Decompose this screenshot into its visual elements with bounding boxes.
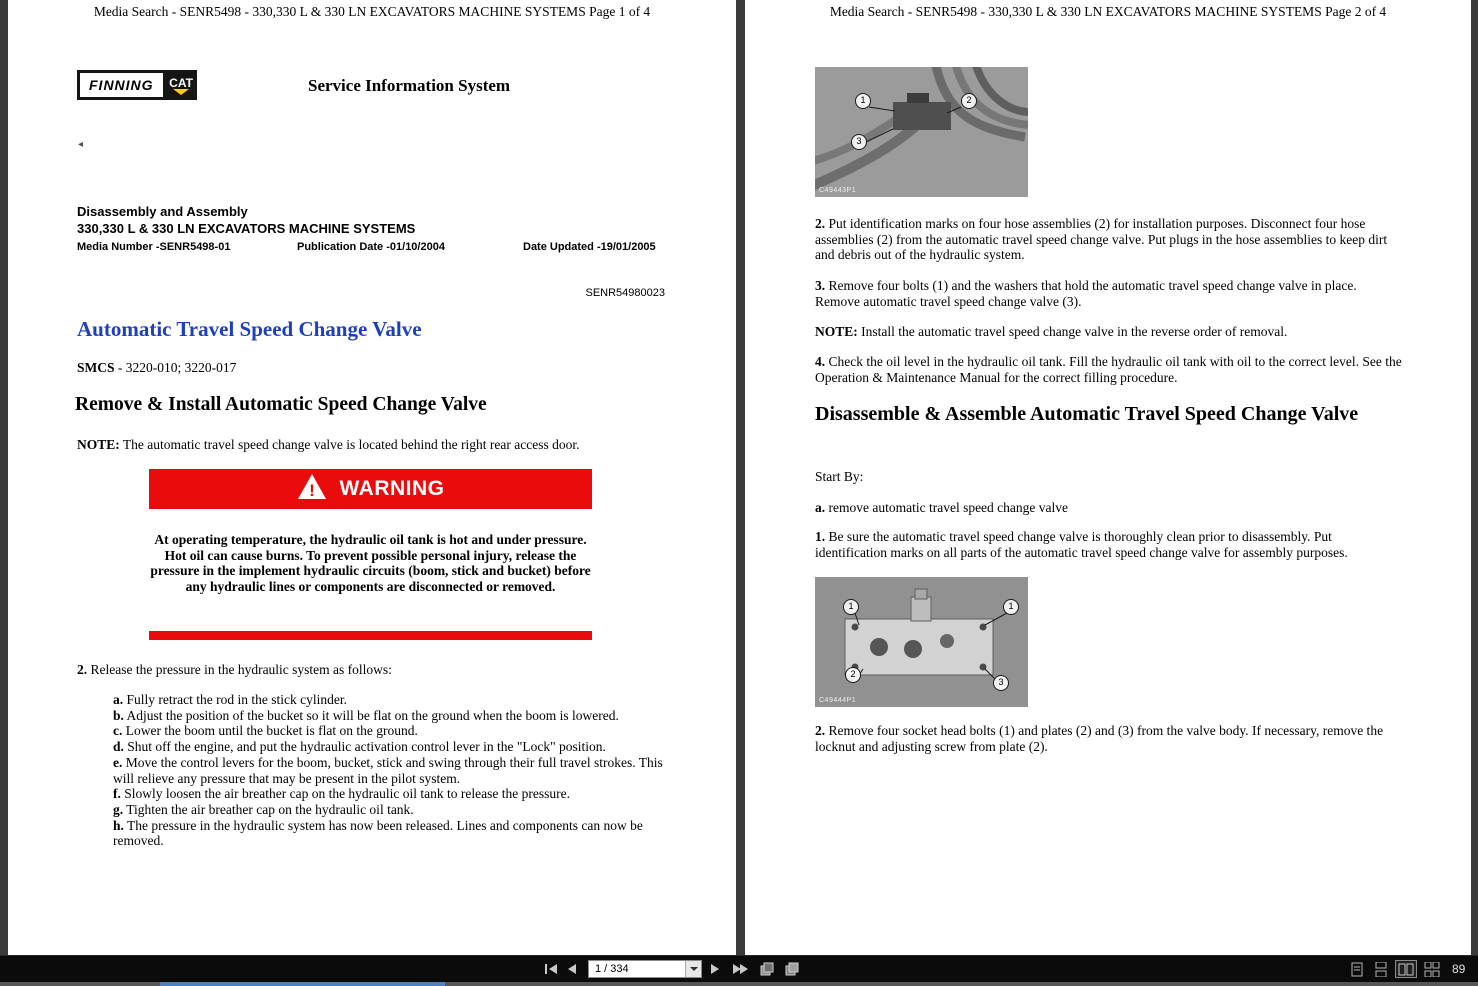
photo1-callout-3: 3	[851, 134, 867, 150]
doc-code: SENR54980023	[585, 287, 665, 299]
page-select-dropdown[interactable]	[685, 961, 701, 977]
p2-step-1-text: Be sure the automatic travel speed change valve is thoroughly clean prior to disassembly. Put identification marks on all parts of the automatic travel speed change valve for assembly purposes.	[815, 529, 1348, 560]
document-page-1	[8, 0, 736, 955]
substep-a-text: Fully retract the rod in the stick cylinder.	[126, 692, 347, 707]
chevron-down-icon	[690, 967, 698, 971]
p2-sub-a-paragraph	[815, 500, 1403, 516]
doc-meta-row	[77, 241, 667, 255]
p2-step-3-paragraph	[815, 278, 1403, 309]
doc-title-line1: Disassembly and Assembly	[77, 204, 248, 219]
p2-note-text: Install the automatic travel speed change valve in the reverse order of removal.	[861, 324, 1288, 339]
p2-step-2b-label: 2.	[815, 723, 826, 738]
next-page-button[interactable]	[708, 961, 722, 977]
continuous-facing-view-icon[interactable]	[1422, 961, 1442, 977]
document-page-2	[745, 0, 1471, 955]
first-page-bar-icon	[545, 964, 547, 974]
duplicate-page-icon[interactable]	[784, 961, 800, 977]
page1-header-line: Media Search - SENR5498 - 330,330 L & 330 LN EXCAVATORS MACHINE SYSTEMS Page 1 of 4	[93, 4, 651, 19]
substep-c-text: Lower the boom until the bucket is flat on the ground.	[125, 723, 418, 739]
substep-f-label: f.	[113, 786, 121, 802]
smcs-label: SMCS	[77, 360, 115, 375]
substep-g	[113, 802, 669, 818]
note-label: NOTE:	[77, 437, 120, 452]
substep-g-label: g.	[113, 801, 124, 817]
p2-section-heading: Disassemble & Assemble Automatic Travel Speed Change Valve	[815, 403, 1359, 425]
substep-d-label: d.	[113, 739, 124, 755]
p2-note-label: NOTE:	[815, 324, 858, 339]
facing-pages-view-icon[interactable]	[1396, 961, 1416, 977]
photo-hose-assemblies	[815, 67, 1028, 197]
substep-d-text: Shut off the engine, and put the hydraulic activation control lever in the "Lock" position.	[127, 739, 606, 755]
warning-triangle-icon	[297, 473, 327, 505]
warning-text: At operating temperature, the hydraulic oil tank is hot and under pressure. Hot oil can cause burns. To prevent possible personal injury, release the pressure in the implement hydraulic circuits (boom, stick and bucket) before any hydraulic lines or components are disconnected or removed.	[150, 532, 591, 595]
warning-label: WARNING	[339, 477, 445, 500]
substep-a-label: a.	[113, 692, 124, 707]
photo1-id-label: C49443P1	[819, 187, 857, 194]
note-paragraph	[77, 437, 669, 453]
cursor-artifact-icon: ◂	[78, 139, 84, 150]
zoom-level: 89	[1452, 962, 1466, 976]
p2-sub-a-text: remove automatic travel speed change valve	[828, 500, 1069, 515]
single-page-view-icon[interactable]	[1348, 961, 1366, 977]
p2-step-1-label: 1.	[815, 529, 826, 544]
substep-c	[113, 723, 669, 739]
note-text: The automatic travel speed change valve is located behind the right rear access door.	[122, 437, 580, 452]
warning-bottom-bar	[149, 631, 592, 640]
p2-step-2-text: Put identification marks on four hose assemblies (2) for installation purposes. Disconnect four hose assemblies (2) from the automatic travel speed change valve. Put plugs in the hose assemblies to keep dirt and debris out of the hydraulic system.	[815, 216, 1388, 263]
doc-title-block	[77, 204, 415, 237]
viewer-toolbar	[0, 955, 1478, 982]
photo1-callout-1: 1	[855, 93, 871, 109]
p2-step-2-paragraph	[815, 216, 1403, 263]
photo2-callout-2: 2	[845, 667, 861, 683]
page-number-value[interactable]: 1 / 334	[595, 963, 629, 975]
substep-f	[113, 786, 669, 802]
copy-page-icon[interactable]	[759, 961, 775, 977]
last-page-arrow-icon-2	[740, 964, 748, 974]
substep-list	[113, 692, 669, 849]
previous-page-arrow-icon	[568, 964, 576, 974]
page-number-input[interactable]	[588, 960, 702, 978]
substep-e-text: Move the control levers for the boom, bucket, stick and swing through their full travel strokes. This will relieve any pressure that may be present in the pilot system.	[113, 754, 663, 786]
step-2-paragraph	[77, 662, 669, 678]
substep-g-text: Tighten the air breather cap on the hydraulic oil tank.	[126, 801, 414, 817]
substep-h-text: The pressure in the hydraulic system has now been released. Lines and components can now be removed.	[113, 817, 643, 849]
next-page-arrow-icon	[711, 964, 719, 974]
sis-title: Service Information System	[308, 76, 511, 95]
p2-step-2-label: 2.	[815, 216, 826, 231]
step-2-label: 2.	[77, 662, 88, 677]
section-title: Automatic Travel Speed Change Valve	[77, 317, 422, 341]
cat-logo-text: CAT	[169, 75, 193, 90]
publication-date: Publication Date -01/10/2004	[297, 241, 445, 253]
smcs-line	[77, 360, 236, 376]
substep-h	[113, 818, 669, 849]
p2-step-3-text: Remove four bolts (1) and the washers that hold the automatic travel speed change valve in place. Remove automatic travel speed change valve (3).	[815, 278, 1357, 309]
cat-logo	[166, 70, 197, 100]
continuous-view-icon[interactable]	[1372, 961, 1390, 977]
start-by-label: Start By:	[815, 469, 864, 484]
finning-logo-text: FINNING	[77, 70, 166, 100]
cat-logo-triangle-icon	[173, 89, 189, 95]
substep-a	[113, 692, 669, 708]
p2-step-3-label: 3.	[815, 278, 826, 293]
substep-d	[113, 739, 669, 755]
substep-e	[113, 755, 669, 786]
p2-step-4-paragraph	[815, 354, 1403, 385]
p2-note-paragraph	[815, 324, 1403, 340]
substep-h-label: h.	[113, 817, 124, 833]
p2-step-2b-text: Remove four socket head bolts (1) and plates (2) and (3) from the valve body. If necessary, remove the locknut and adjusting screw from plate (2).	[815, 723, 1384, 754]
finning-cat-logo	[77, 70, 197, 100]
horizontal-scrollbar[interactable]	[0, 982, 1478, 986]
previous-page-button[interactable]	[565, 961, 579, 977]
media-number: Media Number -SENR5498-01	[77, 241, 231, 253]
photo-valve-body	[815, 577, 1028, 707]
subsection-title: Remove & Install Automatic Speed Change Valve	[75, 394, 487, 415]
substep-b-text: Adjust the position of the bucket so it will be flat on the ground when the boom is lowered.	[126, 707, 619, 723]
photo-hose-illustration	[815, 67, 1028, 197]
first-page-arrow-icon	[549, 964, 557, 974]
photo2-callout-1a: 1	[843, 599, 859, 615]
substep-f-text: Slowly loosen the air breather cap on the hydraulic oil tank to release the pressure.	[124, 786, 570, 802]
p2-sub-a-label: a.	[815, 500, 826, 515]
first-page-button[interactable]	[541, 961, 561, 977]
photo2-callout-1b: 1	[1003, 599, 1019, 615]
p2-step-1-paragraph	[815, 529, 1403, 560]
p2-step-2b-paragraph	[815, 723, 1403, 754]
p2-step-4-text: Check the oil level in the hydraulic oil tank. Fill the hydraulic oil tank with oil to the correct level. See the Operation & Maintenance Manual for the correct filling procedure.	[815, 354, 1402, 385]
warning-banner	[149, 469, 592, 509]
photo2-callout-3: 3	[993, 675, 1009, 691]
page2-header-line: Media Search - SENR5498 - 330,330 L & 330 LN EXCAVATORS MACHINE SYSTEMS Page 2 of 4	[829, 4, 1387, 19]
last-page-button[interactable]	[729, 961, 751, 977]
substep-b-label: b.	[113, 707, 124, 723]
photo1-callout-2: 2	[961, 93, 977, 109]
svg-text:!: !	[308, 481, 315, 500]
doc-title-line2: 330,330 L & 330 LN EXCAVATORS MACHINE SYSTEMS	[77, 220, 416, 236]
photo2-id-label: C49444P1	[819, 697, 857, 704]
smcs-codes: - 3220-010; 3220-017	[114, 360, 237, 375]
date-updated: Date Updated -19/01/2005	[523, 241, 656, 253]
horizontal-scrollbar-thumb[interactable]	[160, 982, 445, 986]
p2-step-4-label: 4.	[815, 354, 826, 369]
step-2-text: Release the pressure in the hydraulic system as follows:	[90, 662, 392, 677]
substep-c-label: c.	[113, 723, 123, 739]
substep-b	[113, 708, 669, 724]
substep-e-label: e.	[113, 754, 123, 770]
